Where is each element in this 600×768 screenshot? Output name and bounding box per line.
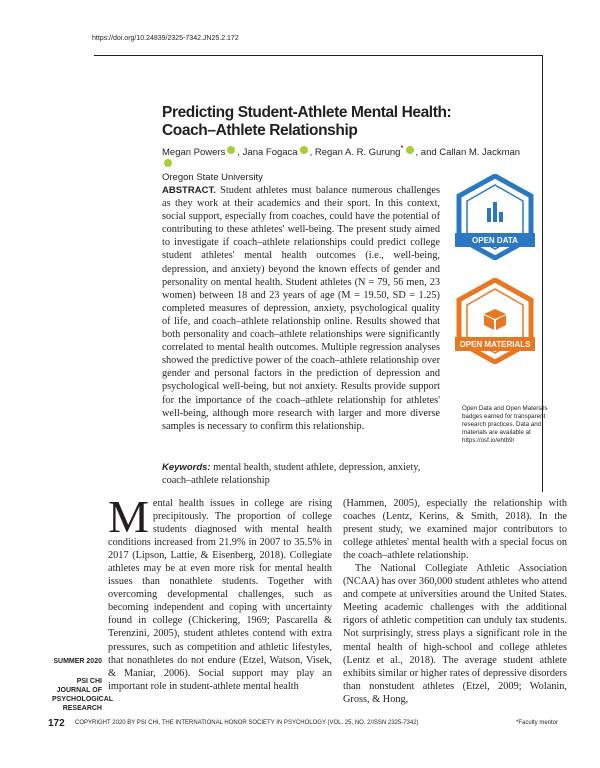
dropcap: M	[108, 491, 149, 542]
doi-link[interactable]: https://doi.org/10.24839/2325-7342.JN25.2.172	[92, 35, 239, 42]
author-name: Megan Powers	[162, 147, 226, 159]
journal-name-line: PSYCHOLOGICAL	[52, 696, 114, 703]
journal-sidebar	[52, 657, 114, 713]
author-name: Jana Fogaca	[242, 147, 298, 159]
author-name: Regan A. R. Gurung	[314, 147, 401, 159]
keywords	[162, 461, 442, 487]
intro-paragraph	[108, 491, 332, 693]
body-paragraph: (Hammen, 2005), especially the relationship with coaches (Lentz, Kerins, & Smith, 2018). In the present study, we examined major contributors to college athletes' mental health with a special focus on the coach–athlete relationship.	[343, 498, 567, 562]
orcid-icon[interactable]	[227, 146, 235, 154]
keywords-text: mental health, student athlete, depression, anxiety, coach–athlete relationship	[162, 462, 421, 487]
orcid-icon[interactable]	[406, 146, 414, 154]
intro-text: ental health issues in college are rising precipitously. The proportion of college students diagnosed with mental health conditions increased from 21.9% in 2007 to 35.5% in 2017 (Lipson, Lattie, & Eisenberg, 2018). Collegiate athletes may be at even more risk for mental health issues than nonathlete students. Together with overcoming developmental challenges, such as becoming independent and coping with uncertainty found in college (Chickering, 1969; Pascarella & Terenzini, 2005), student athletes contend with extra pressures, such as competition and athletic lifestyles, that nonathletes do not endure (Etzel, Watson, Visek, & Maniar, 2006). Social support may play an important role in student-athlete mental health	[108, 498, 332, 692]
abstract	[162, 184, 440, 433]
author-list: Megan Powers , Jana Fogaca , Regan A. R. Gurung* , and Callan M. Jackman	[162, 143, 522, 172]
badge-note: Open Data and Open Materials badges earned for transparent research practices. Data and materials are available at https://osf.io/ehtb9/	[462, 405, 548, 444]
body-column-1	[108, 491, 332, 693]
affiliation: Oregon State University	[162, 172, 263, 184]
open-materials-badge[interactable]	[455, 278, 535, 364]
journal-name-line: PSI CHI	[76, 678, 102, 685]
copyright-line: COPYRIGHT 2020 BY PSI CHI, THE INTERNATIONAL HONOR SOCIETY IN PSYCHOLOGY (VOL. 25, NO. 2/ISSN 2325-7342)	[75, 720, 419, 726]
body-column-2	[343, 497, 567, 706]
body-paragraph: The National Collegiate Athletic Association (NCAA) has over 360,000 student athletes who attend and compete at universities around the United States. Meeting academic challenges with the additional rigors of athletic competition can unduly tax students. Not surprisingly, stress plays a significant role in the mental health of high-school and college athletes (Lentz et al., 2018). The average student athlete exhibits similar or higher rates of depressive disorders than nonstudent athletes (Etzel, 2009; Wolanin, Gross, & Hong,	[343, 563, 567, 705]
abstract-label: ABSTRACT.	[162, 185, 216, 196]
abstract-text: Student athletes must balance numerous challenges as they work at their academics and their sport. In this context, social support, especially from coaches, could have the potential of contributing to these athletes' well-being. The present study aimed to investigate if coach–athlete relationships could predict college student athletes' mental health outcomes (i.e., well-being, depression, and anxiety) beyond the known effects of gender and personality on mental health. Student athletes (N = 79, 56 men, 23 women) between 18 and 23 years of age (M = 19.50, SD = 1.25) completed measures of depression, anxiety, psychological quality of life, and coach–athlete relationship online. Results showed that both personality and coach–athlete relationships were significantly correlated to mental health outcomes. Multiple regression analyses showed the predictive power of the coach–athlete relationship over gender and personal factors in the prediction of depression and psychological well-being, but not anxiety. Results provide support for the importance of the coach–athlete relationship for athletes' well-being, although more research with larger and more diverse samples is necessary to confirm this relationship.	[162, 185, 441, 432]
journal-name-line: RESEARCH	[62, 705, 102, 712]
author-name: Callan M. Jackman	[439, 147, 521, 159]
title-line-1: Predicting Student-Athlete Mental Health:	[162, 104, 452, 121]
faculty-mentor-mark: *	[400, 144, 404, 153]
open-data-badge[interactable]	[455, 174, 535, 260]
page-number: 172	[48, 718, 65, 729]
orcid-icon[interactable]	[300, 146, 308, 154]
orcid-icon[interactable]	[164, 159, 172, 167]
keywords-label: Keywords:	[162, 462, 211, 473]
journal-name-line: JOURNAL OF	[56, 687, 102, 694]
title-line-2: Coach–Athlete Relationship	[162, 122, 358, 139]
article-title	[162, 104, 492, 140]
footnote: *Faculty mentor	[515, 720, 558, 726]
open-data-label: OPEN DATA	[472, 236, 518, 245]
open-materials-label: OPEN MATERIALS	[459, 340, 531, 349]
issue-season: SUMMER 2020	[53, 658, 102, 665]
